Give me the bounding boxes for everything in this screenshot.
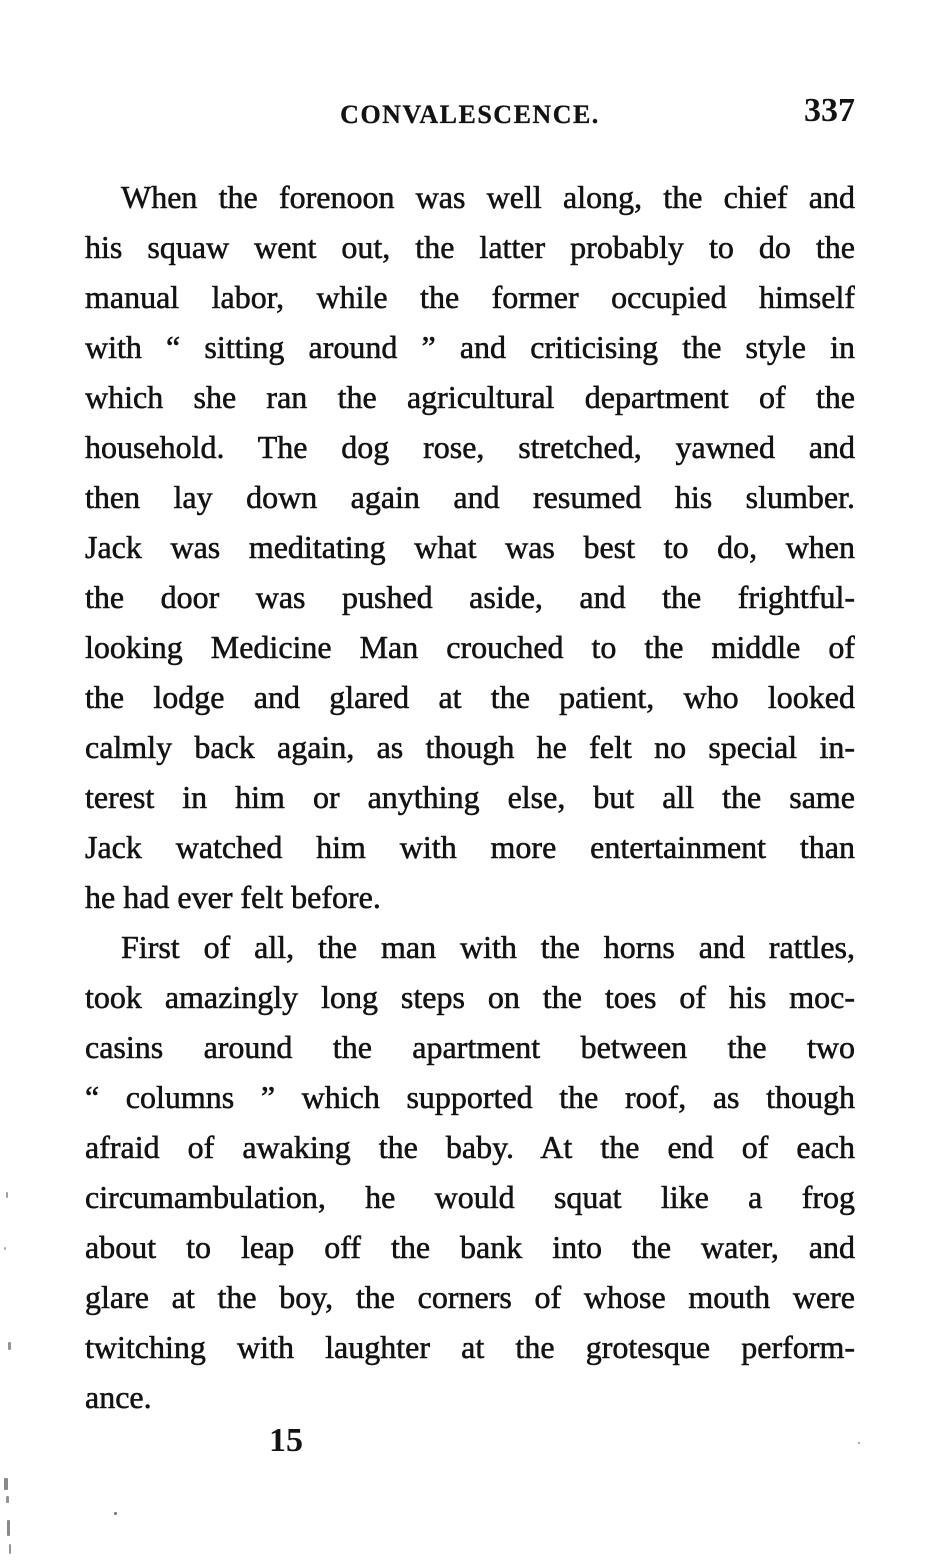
body-line: calmly back again, as though he felt no special in- [85,729,855,765]
body-line: with “ sitting around ” and criticising the style in [85,329,855,365]
scan-speckle [9,1544,11,1554]
body-line: took amazingly long steps on the toes of his moc- [85,979,855,1015]
body-line: Jack watched him with more entertainment than [85,829,855,865]
scan-speckle [114,1512,117,1515]
body-line: he had ever felt before. [85,879,381,915]
body-line: First of all, the man with the horns and rattles, [121,929,855,965]
scan-speckle [4,1247,6,1250]
body-line: “ columns ” which supported the roof, as though [85,1079,855,1115]
page-number: 337 [804,92,855,129]
body-line: glare at the boy, the corners of whose mouth were [85,1279,855,1315]
page-header [85,92,855,140]
body-line: circumambulation, he would squat like a frog [85,1179,855,1215]
body-line: the door was pushed aside, and the frightful- [85,579,855,615]
page-footer [85,1422,855,1466]
body-line: afraid of awaking the baby. At the end of each [85,1129,855,1165]
body-line: When the forenoon was well along, the chief and [121,179,855,215]
scan-speckle [6,1496,9,1503]
running-header-title: CONVALESCENCE. [340,100,600,129]
body-line: about to leap off the bank into the water, and [85,1229,855,1265]
body-line: ance. [85,1379,152,1415]
page-body [85,172,855,1422]
body-line: then lay down again and resumed his slumber. [85,479,855,515]
body-line: looking Medicine Man crouched to the middle of [85,629,855,665]
scan-speckle [858,1442,860,1444]
body-line: terest in him or anything else, but all the same [85,779,855,815]
body-line: the lodge and glared at the patient, who looked [85,679,855,715]
body-line: manual labor, while the former occupied himself [85,279,855,315]
body-line: which she ran the agricultural department of the [85,379,855,415]
body-line: household. The dog rose, stretched, yawned and [85,429,855,465]
body-line: Jack was meditating what was best to do, when [85,529,855,565]
body-line: casins around the apartment between the two [85,1029,855,1065]
scan-speckle [4,1478,8,1490]
body-line: his squaw went out, the latter probably to do the [85,229,855,265]
scan-speckle [8,1342,11,1350]
scan-speckle [6,1192,8,1198]
scan-speckle [7,1520,10,1536]
body-line: twitching with laughter at the grotesque perform- [85,1329,855,1365]
signature-mark: 15 [269,1422,303,1459]
